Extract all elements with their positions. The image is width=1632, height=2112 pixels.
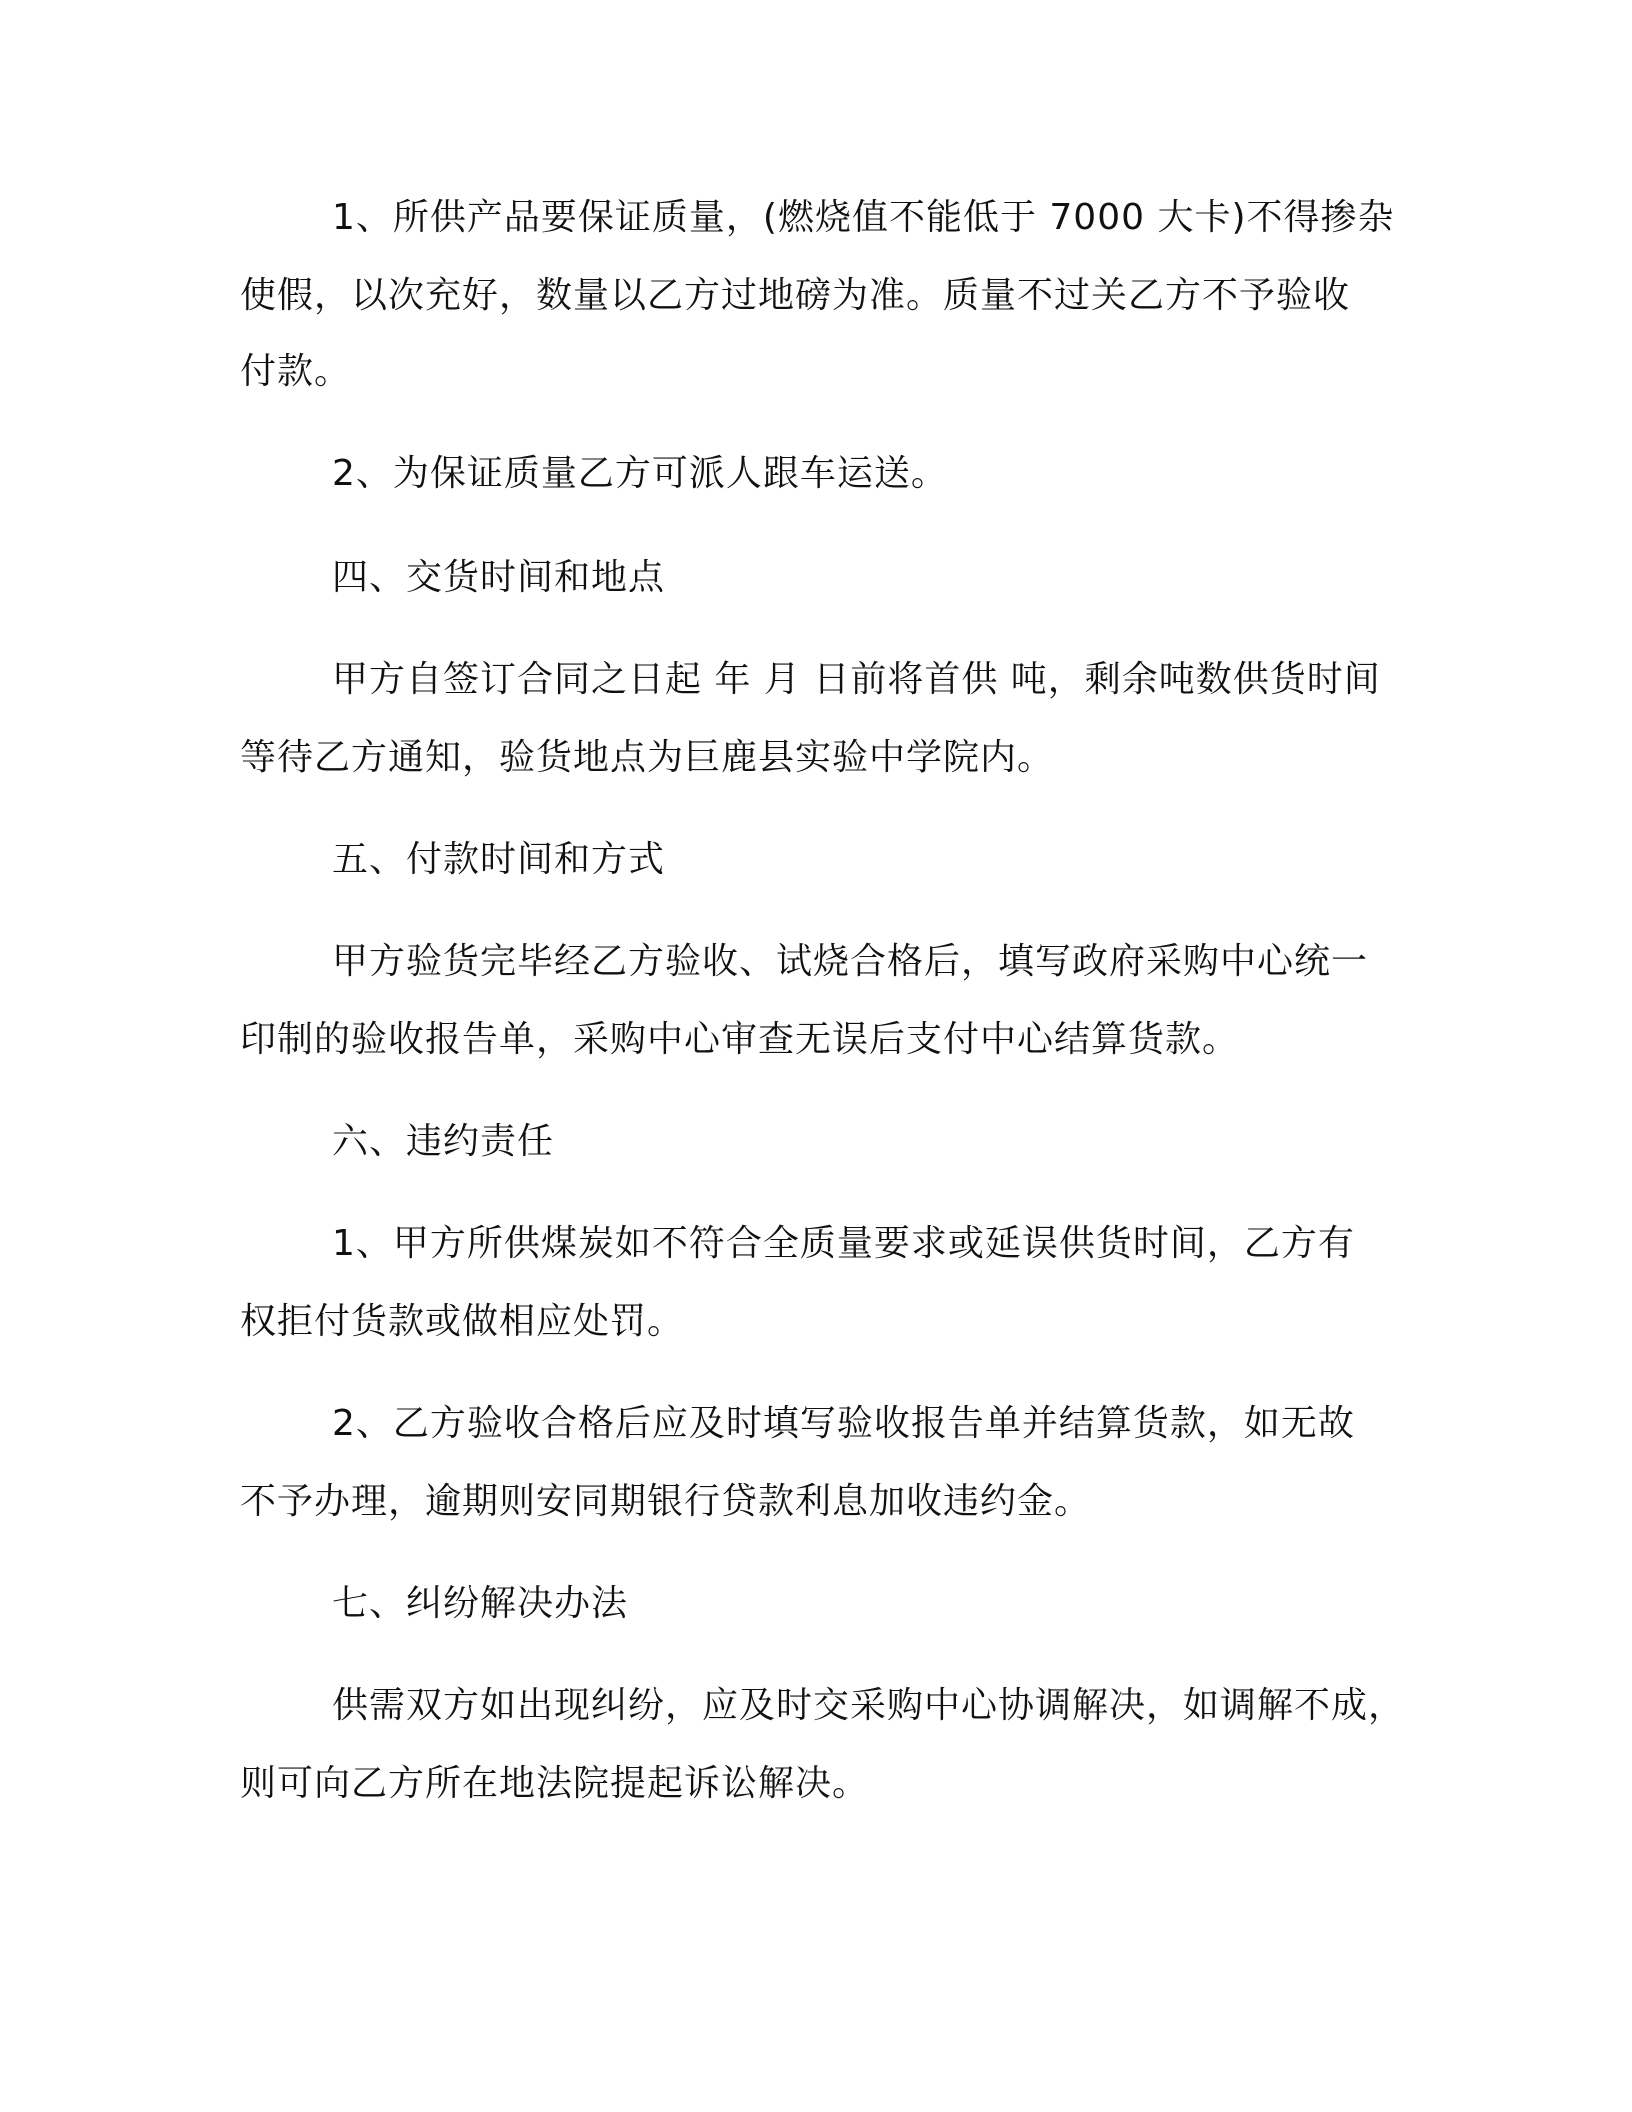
dispute-line-1: 供需双方如出现纠纷，应及时交采购中心协调解决，如调解不成， [332,1685,1406,1726]
payment-line-1: 甲方验货完毕经乙方验收、试烧合格后，填写政府采购中心统一 [332,941,1369,982]
section-heading-delivery: 四、交货时间和地点 [332,557,666,598]
section-heading-liability: 六、违约责任 [332,1121,555,1162]
section-heading-payment: 五、付款时间和方式 [332,839,666,880]
delivery-line-2: 等待乙方通知，验货地点为巨鹿县实验中学院内。 [240,737,1055,778]
dispute-line-2: 则可向乙方所在地法院提起诉讼解决。 [240,1763,870,1804]
payment-line-2: 印制的验收报告单，采购中心审查无误后支付中心结算货款。 [240,1019,1240,1060]
liability-1-line-2: 权拒付货款或做相应处罚。 [240,1301,685,1342]
delivery-line-1: 甲方自签订合同之日起 年 月 日前将首供 吨，剩余吨数供货时间 [332,659,1381,700]
liability-1-line-1: 1、甲方所供煤炭如不符合全质量要求或延误供货时间，乙方有 [332,1223,1355,1264]
clause-2-line-1: 2、为保证质量乙方可派人跟车运送。 [332,453,948,494]
clause-1-line-2: 使假，以次充好，数量以乙方过地磅为准。质量不过关乙方不予验收 [240,275,1351,316]
liability-2-line-1: 2、乙方验收合格后应及时填写验收报告单并结算货款，如无故 [332,1403,1355,1444]
clause-1-line-3: 付款。 [240,351,352,392]
clause-1-line-1: 1、所供产品要保证质量，(燃烧值不能低于 7000 大卡)不得掺杂 [332,197,1395,238]
section-heading-dispute: 七、纠纷解决办法 [332,1583,629,1624]
liability-2-line-2: 不予办理，逾期则安同期银行贷款利息加收违约金。 [240,1481,1092,1522]
